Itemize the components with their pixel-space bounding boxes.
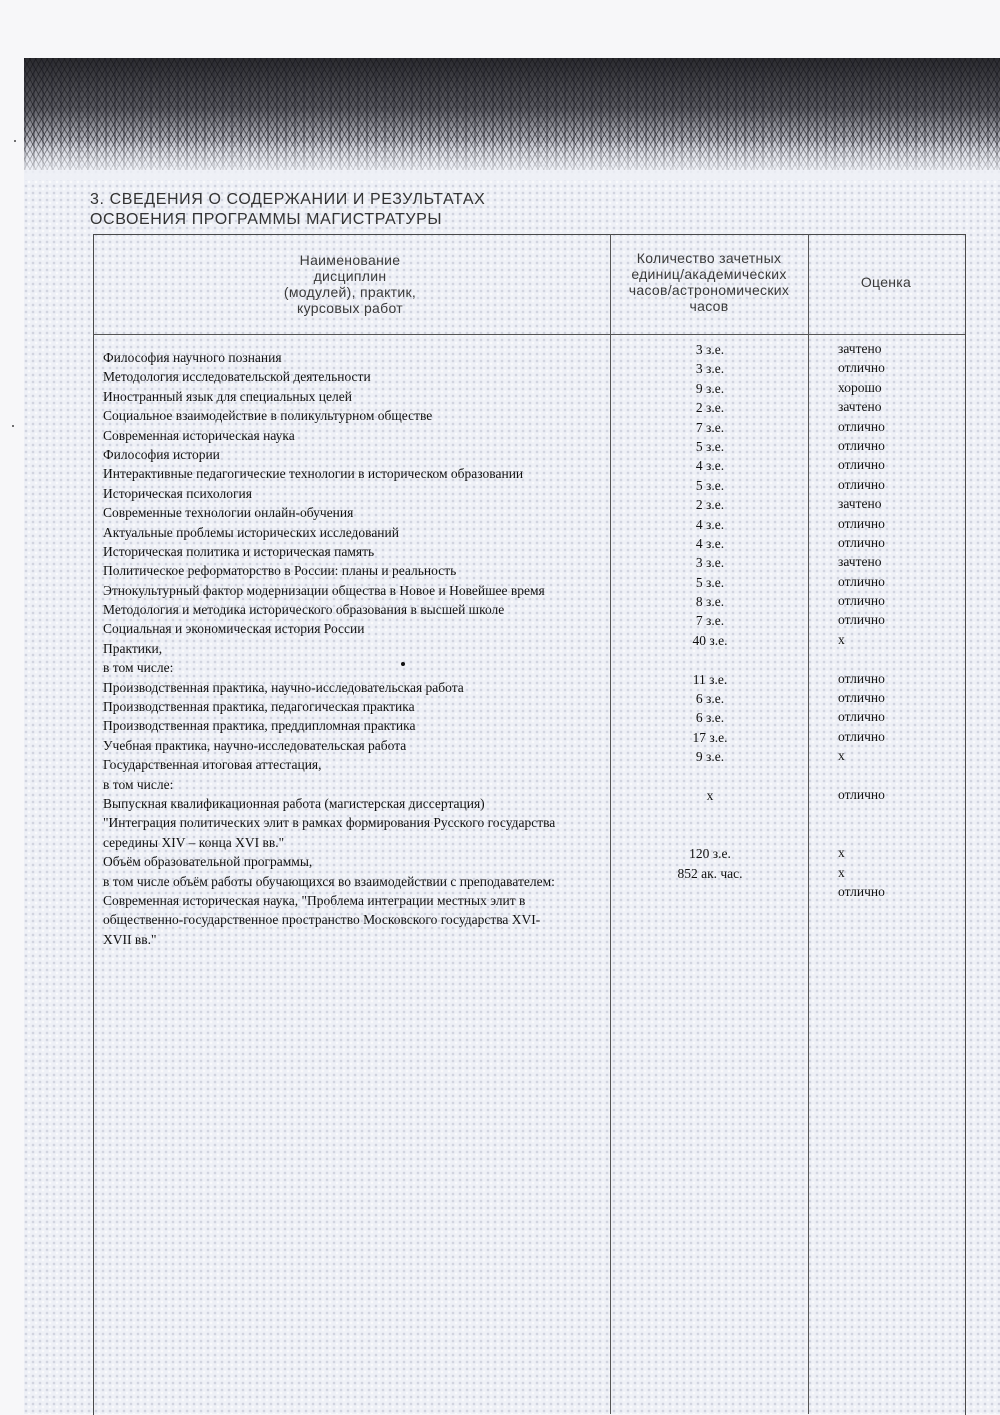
discipline-name: Историческая психология — [103, 485, 252, 501]
header-grade — [810, 274, 962, 290]
credit-value: 9 з.е. — [695, 380, 725, 396]
grade-value: отлично — [838, 418, 885, 434]
grade-value: зачтено — [838, 554, 882, 570]
scan-speck — [14, 140, 16, 142]
discipline-name: Учебная практика, научно-исследовательская работа — [103, 737, 407, 753]
header-credits-line: часов/астрономических — [628, 282, 790, 298]
credits-column — [650, 340, 770, 883]
credit-value: 120 з.е. — [689, 846, 731, 862]
discipline-name: Интерактивные педагогические технологии в историческом образовании — [103, 466, 524, 482]
discipline-name: "Интеграция политических элит в рамках формирования Русского государства — [103, 815, 556, 831]
grade-value: отлично — [838, 593, 885, 609]
grade-value: отлично — [838, 728, 885, 744]
credit-value: 9 з.е. — [695, 749, 725, 765]
credit-value — [650, 805, 770, 824]
discipline-name: Историческая политика и историческая память — [103, 543, 375, 559]
discipline-name: Политическое реформаторство в России: планы и реальность — [103, 563, 457, 579]
header-name — [180, 252, 520, 316]
grade-value: зачтено — [838, 399, 882, 415]
discipline-name: Государственная итоговая аттестация, — [103, 757, 322, 773]
section-title-line-1: 3. СВЕДЕНИЯ О СОДЕРЖАНИИ И РЕЗУЛЬТАТАХ — [90, 191, 486, 208]
scan-speck — [12, 425, 14, 427]
credit-value — [650, 650, 770, 669]
credit-value: 8 з.е. — [695, 594, 725, 610]
discipline-name: Методология и методика исторического образования в высшей школе — [103, 602, 505, 618]
grade-value: отлично — [838, 360, 885, 376]
discipline-name: Иностранный язык для специальных целей — [103, 388, 352, 404]
discipline-name: Методология исследовательской деятельности — [103, 369, 371, 385]
discipline-name: Производственная практика, научно-исследовательская работа — [103, 679, 464, 695]
discipline-name: Философия истории — [103, 446, 220, 462]
header-name-line: Наименование — [299, 252, 401, 268]
discipline-name: Выпускная квалификационная работа (магистерская диссертация) — [103, 795, 485, 811]
discipline-name: Производственная практика, педагогическая практика — [103, 699, 415, 715]
discipline-name: середины XIV – конца XVI вв." — [103, 834, 285, 850]
grade-value: отлично — [838, 670, 885, 686]
discipline-name: Объём образовательной программы, — [103, 854, 313, 870]
credit-value: 4 з.е. — [695, 458, 725, 474]
header-credits-line: Количество зачетных — [636, 250, 782, 266]
grade-value: х — [838, 864, 845, 880]
grade-value: отлично — [838, 534, 885, 550]
discipline-name: Современная историческая наука — [103, 427, 295, 443]
discipline-name: в том числе: — [103, 660, 174, 676]
grade-value: зачтено — [838, 341, 882, 356]
credit-value: 3 з.е. — [695, 555, 725, 571]
discipline-name: Социальная и экономическая история России — [103, 621, 365, 637]
grade-value — [838, 824, 885, 843]
credit-value: 11 з.е. — [692, 671, 728, 687]
column-divider-1 — [610, 234, 611, 1414]
credit-value — [650, 767, 770, 786]
discipline-name: общественно-государственное пространство Московского государства XVI- — [103, 912, 541, 928]
discipline-name: Практики, — [103, 640, 163, 656]
grade-value: отлично — [838, 457, 885, 473]
discipline-name: Этнокультурный фактор модернизации общества в Новое и Новейшее время — [103, 582, 545, 598]
discipline-names — [103, 348, 555, 949]
discipline-name: Современная историческая наука, "Проблема интеграции местных элит в — [103, 892, 526, 908]
credit-value: 2 з.е. — [695, 400, 725, 416]
grade-value — [838, 766, 885, 785]
discipline-name: Философия научного познания — [103, 350, 282, 365]
grade-value: х — [838, 845, 845, 861]
grade-value: зачтено — [838, 496, 882, 512]
credit-value: 5 з.е. — [695, 574, 725, 590]
credit-value: 7 з.е. — [695, 613, 725, 629]
header-credits — [612, 250, 806, 314]
credit-value: 5 з.е. — [695, 477, 725, 493]
credit-value — [650, 825, 770, 844]
credit-value: 2 з.е. — [695, 497, 725, 513]
header-name-line: (модулей), практик, — [283, 284, 417, 300]
security-pattern-fade — [24, 140, 1000, 180]
grade-value: отлично — [838, 612, 885, 628]
grade-value: х — [838, 748, 845, 764]
grade-value: отлично — [838, 690, 885, 706]
credit-value: 3 з.е. — [695, 342, 725, 357]
credit-value: 852 ак. час. — [677, 865, 743, 881]
discipline-name: XVII вв." — [103, 931, 157, 947]
grade-value — [838, 649, 885, 668]
header-name-line: дисциплин — [313, 268, 387, 284]
grade-value: отлично — [838, 709, 885, 725]
discipline-name: Современные технологии онлайн-обучения — [103, 505, 354, 521]
grade-value: х — [838, 631, 845, 647]
discipline-name: Актуальные проблемы исторических исследований — [103, 524, 399, 540]
discipline-name: Социальное взаимодействие в поликультурном обществе — [103, 408, 433, 424]
credit-value: 4 з.е. — [695, 516, 725, 532]
section-title-line-2: ОСВОЕНИЯ ПРОГРАММЫ МАГИСТРАТУРЫ — [90, 211, 443, 228]
credit-value: 17 з.е. — [692, 729, 728, 745]
header-credits-line: единиц/академических — [631, 266, 787, 282]
header-name-line: курсовых работ — [297, 300, 403, 316]
grade-value — [838, 804, 885, 823]
header-divider — [93, 334, 965, 335]
credit-value: 6 з.е. — [695, 691, 725, 707]
credit-value: 4 з.е. — [695, 535, 725, 551]
credit-value: 7 з.е. — [695, 419, 725, 435]
credit-value: х — [706, 787, 714, 803]
grades-column — [838, 339, 885, 901]
grade-value: отлично — [838, 573, 885, 589]
header-grade-label: Оценка — [860, 274, 912, 290]
grade-value: отлично — [838, 437, 885, 453]
discipline-name: в том числе: — [103, 776, 174, 792]
ink-dot — [401, 662, 405, 666]
credit-value: 6 з.е. — [695, 710, 725, 726]
grade-value: отлично — [838, 515, 885, 531]
grade-value: отлично — [838, 883, 885, 899]
discipline-name: Производственная практика, преддипломная практика — [103, 718, 416, 734]
grade-value: хорошо — [838, 379, 882, 395]
column-divider-2 — [808, 234, 809, 1414]
grade-value: отлично — [838, 476, 885, 492]
discipline-name: в том числе объём работы обучающихся во взаимодействии с преподавателем: — [103, 873, 555, 889]
grade-value: отлично — [838, 786, 885, 802]
section-title — [90, 190, 485, 230]
credit-value: 3 з.е. — [695, 361, 725, 377]
credit-value: 5 з.е. — [695, 438, 725, 454]
credit-value: 40 з.е. — [692, 632, 728, 648]
header-credits-line: часов — [689, 298, 729, 314]
